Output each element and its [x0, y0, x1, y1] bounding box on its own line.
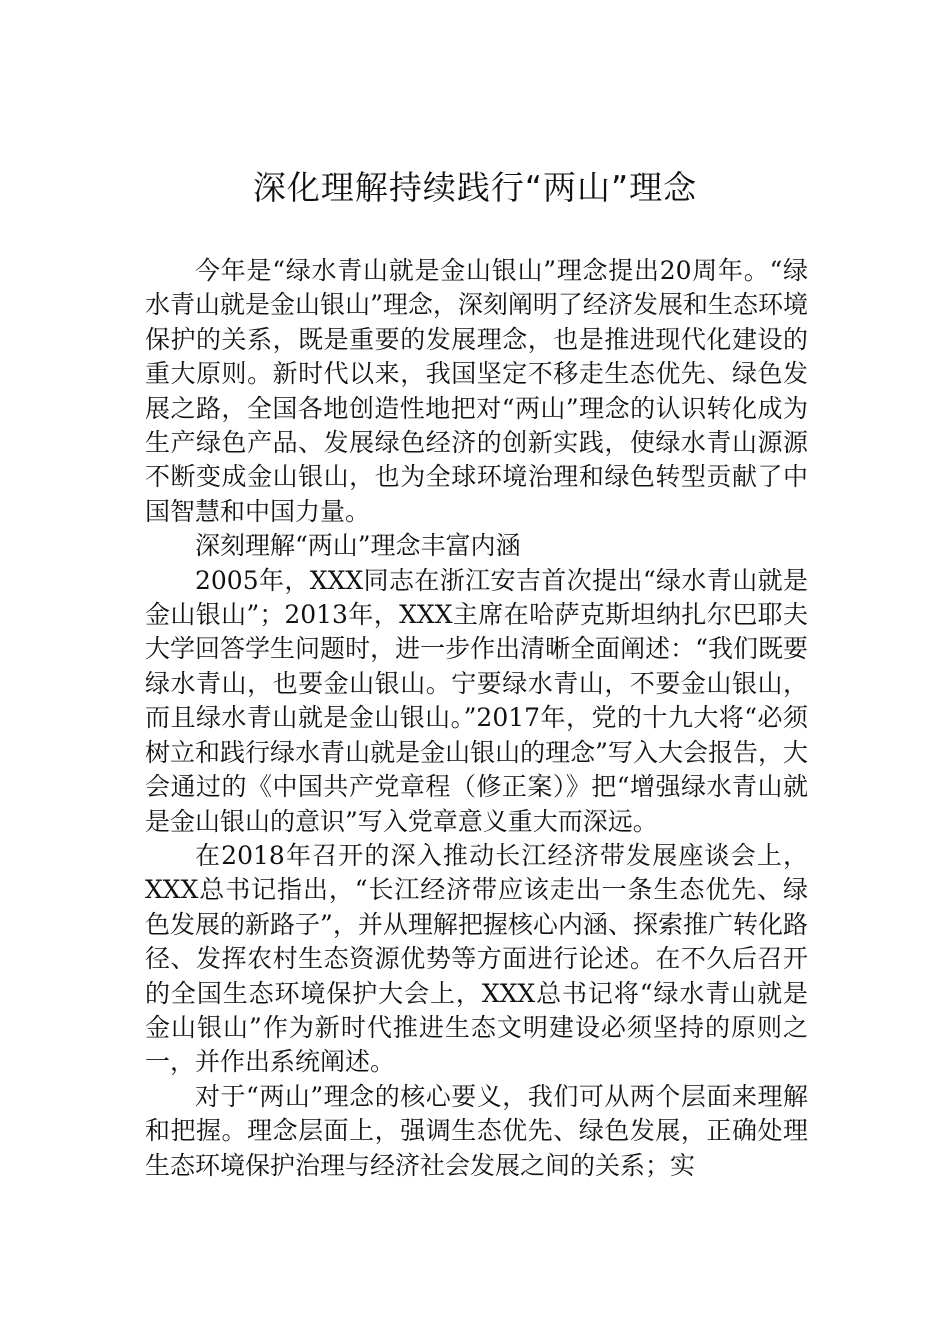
paragraph-core-meaning: 对于“两山”理念的核心要义，我们可从两个层面来理解和把握。理念层面上，强调生态优先、绿色发展，正确处理生态环境保护治理与经济社会发展之间的关系；实	[145, 1081, 808, 1180]
document-body	[145, 254, 808, 1183]
section-heading: 深刻理解“两山”理念丰富内涵	[195, 531, 521, 561]
paragraph-intro: 今年是“绿水青山就是金山银山”理念提出20周年。“绿水青山就是金山银山”理念，深刻阐明了经济发展和生态环境保护的关系，既是重要的发展理念，也是推进现代化建设的重大原则。新时代以来，我国坚定不移走生态优先、绿色发展之路，全国各地创造性地把对“两山”理念的认识转化成为生产绿色产品、发展绿色经济的创新实践，使绿水青山源源不断变成金山银山，也为全球环境治理和绿色转型贡献了中国智慧和中国力量。	[145, 256, 808, 526]
document-title: 深化理解持续践行“两山”理念	[252, 168, 698, 207]
paragraph-history: 2005年，XXX同志在浙江安吉首次提出“绿水青山就是金山银山”；2013年，XXX主席在哈萨克斯坦纳扎尔巴耶夫大学回答学生问题时，进一步作出清晰全面阐述：“我们既要绿水青山，也要金山银山。宁要绿水青山，不要金山银山，而且绿水青山就是金山银山。”2017年，党的十九大将“必须树立和践行绿水青山就是金山银山的理念”写入大会报告，大会通过的《中国共产党章程（修正案）》把“增强绿水青山就是金山银山的意识”写入党章意义重大而深远。	[145, 565, 808, 836]
paragraph-2018: 在2018年召开的深入推动长江经济带发展座谈会上，XXX总书记指出，“长江经济带应该走出一条生态优先、绿色发展的新路子”，并从理解把握核心内涵、探索推广转化路径、发挥农村生态资源优势等方面进行论述。在不久后召开的全国生态环境保护大会上，XXX总书记将“绿水青山就是金山银山”作为新时代推进生态文明建设必须坚持的原则之一，并作出系统阐述。	[145, 840, 808, 1077]
